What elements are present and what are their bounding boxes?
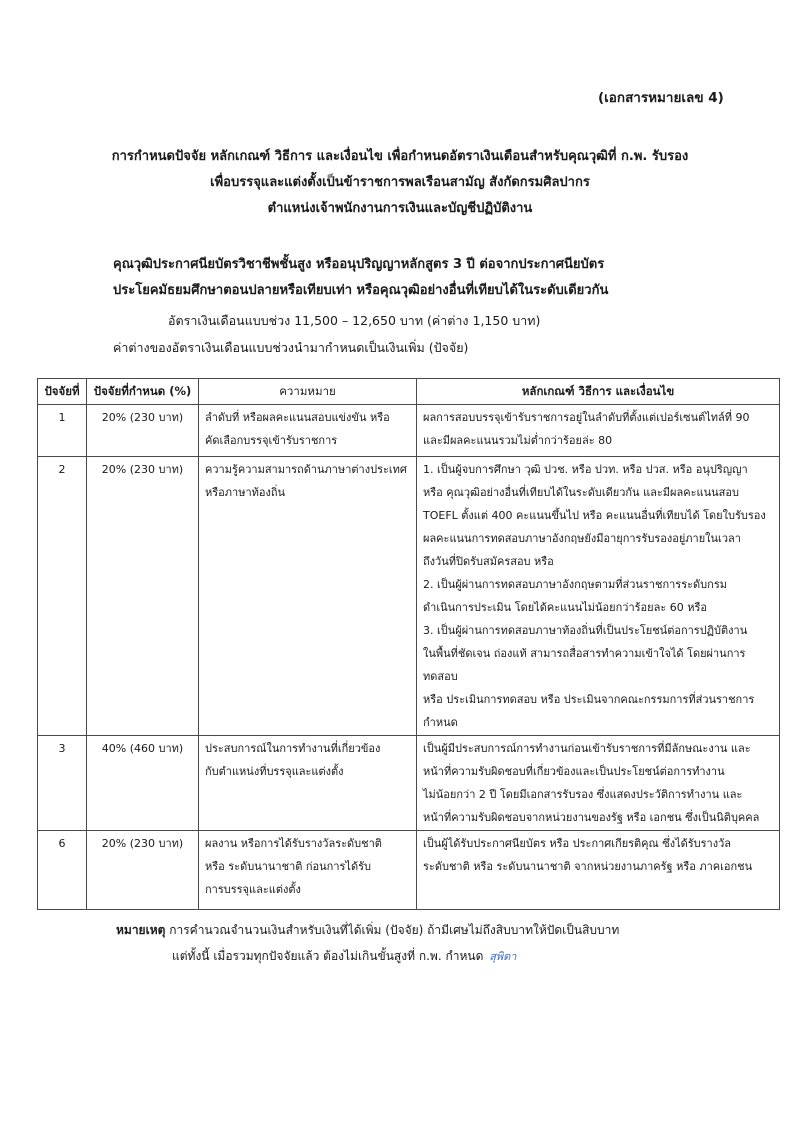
factor-meaning <box>199 405 417 457</box>
note-line-1: การคำนวณจำนวนเงินสำหรับเงินที่ได้เพิ่ม (ปัจจัย) ถ้ามีเศษไม่ถึงสิบบาทให้ปัดเป็นสิบบาท <box>169 923 620 937</box>
criteria-line: เป็นผู้ได้รับประกาศนียบัตร หรือ ประกาศเกียรติคุณ ซึ่งได้รับรางวัล <box>423 837 732 850</box>
title-line-2: เพื่อบรรจุและแต่งตั้งเป็นข้าราชการพลเรือนสามัญ สังกัดกรมศิลปากร <box>210 175 590 190</box>
factor-weight: 20% (230 บาท) <box>87 457 199 736</box>
header-criteria: หลักเกณฑ์ วิธีการ และเงื่อนไข <box>417 379 780 405</box>
qualification-line-1: คุณวุฒิประกาศนียบัตรวิชาชีพชั้นสูง หรืออนุปริญญาหลักสูตร 3 ปี ต่อจากประกาศนียบัตร <box>113 257 605 272</box>
criteria-line: หรือ ประเมินการทดสอบ หรือ ประเมินจากคณะกรรมการที่ส่วนราชการ <box>423 693 755 706</box>
title-line-1: การกำหนดปัจจัย หลักเกณฑ์ วิธีการ และเงื่อนไข เพื่อกำหนดอัตราเงินเดือนสำหรับคุณวุฒิที่ ก.พ. รับรอง <box>111 149 689 164</box>
criteria-line: เป็นผู้มีประสบการณ์การทำงานก่อนเข้ารับราชการที่มีลักษณะงาน และ <box>423 742 751 755</box>
factor-criteria <box>417 405 780 457</box>
document-title <box>0 144 800 222</box>
table-row <box>38 736 780 831</box>
criteria-line: ในพื้นที่ชัดเจน ถ่องแท้ สามารถสื่อสารทำความเข้าใจได้ โดยผ่านการทดสอบ <box>423 647 746 683</box>
header-factor-no: ปัจจัยที่ <box>38 379 87 405</box>
criteria-line: 3. เป็นผู้ผ่านการทดสอบภาษาท้องถิ่นที่เป็นประโยชน์ต่อการปฏิบัติงาน <box>423 624 748 637</box>
factor-number: 3 <box>38 736 87 831</box>
meaning-line: กับตำแหน่งที่บรรจุและแต่งตั้ง <box>205 765 344 778</box>
factor-weight: 20% (230 บาท) <box>87 405 199 457</box>
table-header-row <box>38 379 780 405</box>
factor-number: 6 <box>38 831 87 910</box>
note-line-2-wrapper <box>116 943 736 970</box>
header-meaning: ความหมาย <box>199 379 417 405</box>
factor-weight: 40% (460 บาท) <box>87 736 199 831</box>
criteria-line: หน้าที่ความรับผิดชอบจากหน่วยงานของรัฐ หรือ เอกชน ซึ่งเป็นนิติบุคคล <box>423 811 760 824</box>
meaning-line: หรือ ระดับนานาชาติ ก่อนการได้รับ <box>205 860 371 873</box>
criteria-line: และมีผลคะแนนรวมไม่ต่ำกว่าร้อยล่ะ 80 <box>423 434 613 447</box>
salary-range: อัตราเงินเดือนแบบช่วง 11,500 – 12,650 บาท (ค่าต่าง 1,150 บาท) <box>168 313 541 328</box>
factor-meaning <box>199 457 417 736</box>
meaning-line: ผลงาน หรือการได้รับรางวัลระดับชาติ <box>205 837 382 850</box>
factors-table <box>37 378 780 910</box>
criteria-line: ผลการสอบบรรจุเข้ารับราชการอยู่ในลำดับที่ตั้งแต่เปอร์เซนต์ไทล์ที่ 90 <box>423 411 750 424</box>
factor-criteria <box>417 457 780 736</box>
criteria-line: 1. เป็นผู้จบการศึกษา วุฒิ ปวช. หรือ ปวท. หรือ ปวส. หรือ อนุปริญญา <box>423 463 748 476</box>
meaning-line: ลำดับที่ หรือผลคะแนนสอบแข่งขัน หรือ <box>205 411 390 424</box>
handwritten-signature: สุพิตา <box>489 950 517 963</box>
criteria-line: TOEFL ตั้งแต่ 400 คะแนนขึ้นไป หรือ คะแนนอื่นที่เทียบได้ โดยใบรับรอง <box>423 509 766 522</box>
note-label: หมายเหตุ <box>116 923 166 937</box>
document-number: (เอกสารหมายเลข 4) <box>598 90 724 106</box>
meaning-line: ประสบการณ์ในการทำงานที่เกี่ยวข้อง <box>205 742 381 755</box>
header-weight: ปัจจัยที่กำหนด (%) <box>87 379 199 405</box>
criteria-line: ดำเนินการประเมิน โดยได้คะแนนไม่น้อยกว่าร้อยละ 60 หรือ <box>423 601 707 614</box>
table-row <box>38 831 780 910</box>
difference-note: ค่าต่างของอัตราเงินเดือนแบบช่วงนำมากำหนดเป็นเงินเพิ่ม (ปัจจัย) <box>113 340 469 355</box>
factor-number: 2 <box>38 457 87 736</box>
meaning-line: ความรู้ความสามารถด้านภาษาต่างประเทศ <box>205 463 407 476</box>
qualification-line-2: ประโยคมัธยมศึกษาตอนปลายหรือเทียบเท่า หรือคุณวุฒิอย่างอื่นที่เทียบได้ในระดับเดียวกัน <box>113 283 609 298</box>
criteria-line: ไม่น้อยกว่า 2 ปี โดยมีเอกสารรับรอง ซึ่งแสดงประวัติการทำงาน และ <box>423 788 743 801</box>
factor-criteria <box>417 831 780 910</box>
factor-criteria <box>417 736 780 831</box>
meaning-line: คัดเลือกบรรจุเข้ารับราชการ <box>205 434 338 447</box>
factor-meaning <box>199 736 417 831</box>
meaning-line: หรือภาษาท้องถิ่น <box>205 486 286 499</box>
criteria-line: หรือ คุณวุฒิอย่างอื่นที่เทียบได้ในระดับเดียวกัน และมีผลคะแนนสอบ <box>423 486 739 499</box>
note-line-2: แต่ทั้งนี้ เมื่อรวมทุกปัจจัยแล้ว ต้องไม่เกินขั้นสูงที่ ก.พ. กำหนด <box>172 949 484 963</box>
criteria-line: ถึงวันที่ปิดรับสมัครสอบ หรือ <box>423 555 554 568</box>
factor-meaning <box>199 831 417 910</box>
criteria-line: กำหนด <box>423 716 458 729</box>
meaning-line: การบรรจุและแต่งตั้ง <box>205 883 301 896</box>
criteria-line: ระดับชาติ หรือ ระดับนานาชาติ จากหน่วยงานภาครัฐ หรือ ภาคเอกชน <box>423 860 753 873</box>
title-line-3: ตำแหน่งเจ้าพนักงานการเงินและบัญชีปฏิบัติงาน <box>267 201 533 216</box>
criteria-line: ผลคะแนนการทดสอบภาษาอังกฤษยังมีอายุการรับรองอยู่ภายในเวลา <box>423 532 741 545</box>
factor-number: 1 <box>38 405 87 457</box>
note-section <box>116 917 736 970</box>
criteria-line: 2. เป็นผู้ผ่านการทดสอบภาษาอังกฤษตามที่ส่วนราชการระดับกรม <box>423 578 727 591</box>
table-row <box>38 405 780 457</box>
qualification-description <box>113 252 693 304</box>
criteria-line: หน้าที่ความรับผิดชอบที่เกี่ยวข้องและเป็นประโยชน์ต่อการทำงาน <box>423 765 725 778</box>
table-row <box>38 457 780 736</box>
factor-weight: 20% (230 บาท) <box>87 831 199 910</box>
